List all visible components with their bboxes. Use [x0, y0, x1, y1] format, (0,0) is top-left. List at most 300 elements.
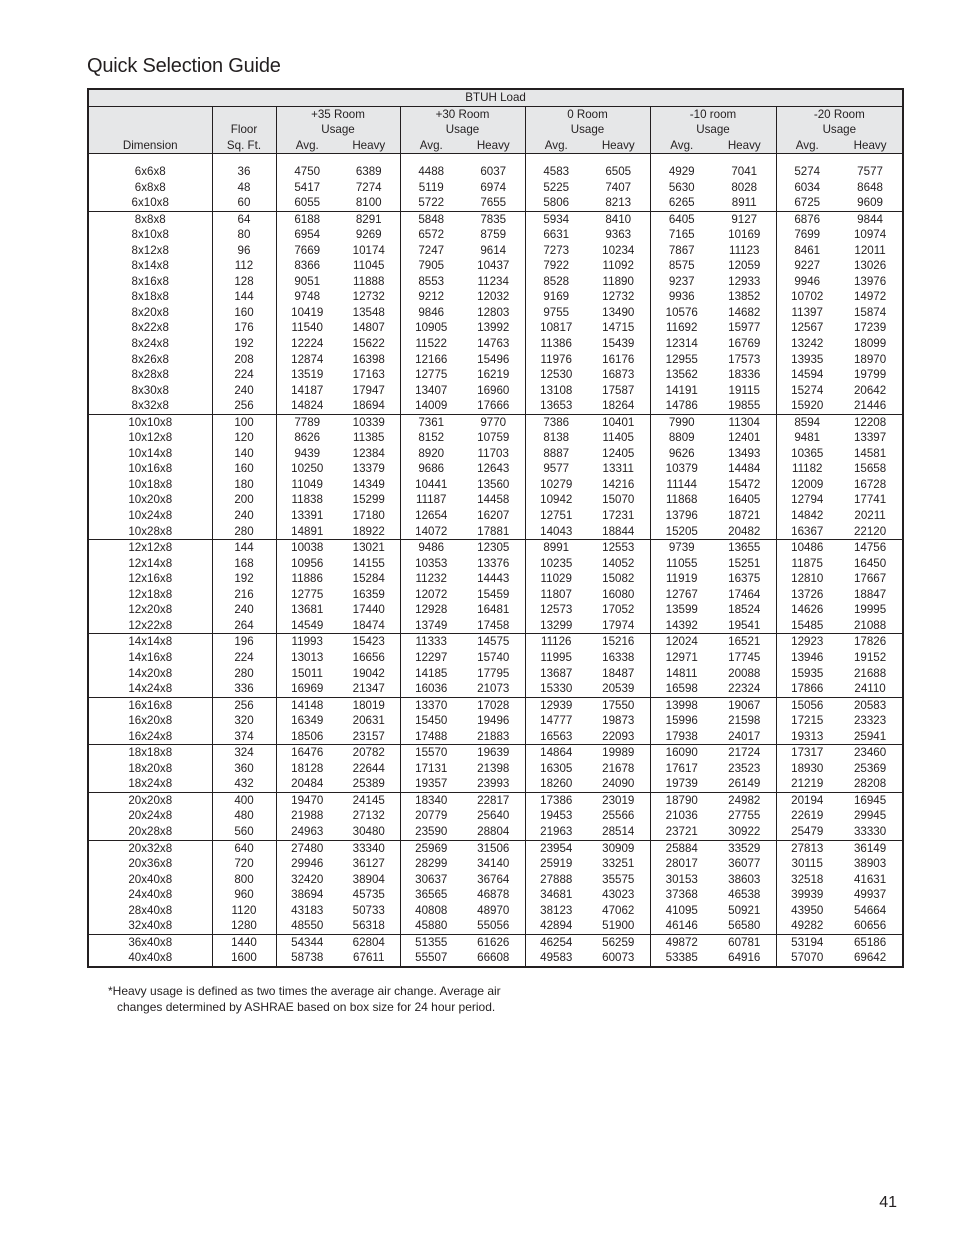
avg-load-cell: 5630	[650, 180, 713, 196]
heavy-load-cell: 19541	[728, 618, 761, 632]
avg-load-cell: 16305	[525, 761, 587, 777]
heavy-load-cell: 18847	[853, 587, 887, 601]
heavy-load-cell: 19042	[352, 666, 385, 680]
avg-load-cell: 53194	[776, 934, 838, 950]
avg-load-cell: 18340	[400, 792, 462, 808]
floor-sqft-cell: 240	[212, 602, 276, 618]
floor-sqft-cell: 96	[212, 243, 276, 259]
table-row	[88, 713, 903, 729]
avg-load-cell: 10419	[276, 305, 338, 321]
table-row	[88, 430, 903, 446]
table-row	[88, 761, 903, 777]
floor-sqft-cell: 240	[212, 383, 276, 399]
avg-load-cell: 14148	[276, 697, 338, 713]
heavy-load-cell: 16769	[728, 337, 761, 351]
avg-load-cell: 12024	[650, 634, 713, 650]
table-row	[88, 477, 903, 493]
avg-load-cell: 10817	[525, 320, 587, 336]
heavy-load-cell: 69642	[853, 951, 887, 965]
avg-load-cell: 5274	[776, 164, 838, 180]
dimension-cell: 12x12x8	[88, 540, 212, 556]
floor-sqft-cell: 140	[212, 446, 276, 462]
heavy-load-cell: 36764	[477, 872, 510, 886]
heavy-load-cell: 21347	[352, 682, 385, 696]
heavy-load-cell: 15070	[602, 493, 635, 507]
avg-load-cell: 15485	[776, 618, 838, 634]
heavy-load-cell: 15977	[728, 321, 761, 335]
dimension-cell: 8x22x8	[131, 321, 169, 335]
avg-load-cell: 17617	[650, 761, 713, 777]
avg-load-cell: 57070	[776, 950, 838, 967]
avg-load-cell: 15935	[776, 666, 838, 682]
table-row	[88, 398, 903, 414]
heavy-load-cell: 17947	[352, 383, 385, 397]
avg-load-cell: 12072	[400, 587, 462, 603]
heavy-load-cell: 21088	[853, 618, 887, 632]
avg-load-cell: 14824	[276, 398, 338, 414]
heavy-load-cell: 43023	[602, 888, 635, 902]
avg-load-cell: 8366	[276, 258, 338, 274]
heavy-load-cell: 14807	[352, 321, 385, 335]
heavy-load-cell: 24110	[854, 682, 886, 696]
heavy-load-cell: 14484	[728, 462, 761, 476]
avg-load-cell: 19357	[400, 776, 462, 792]
avg-load-cell: 13998	[650, 697, 713, 713]
avg-load-cell: 13108	[525, 383, 587, 399]
heavy-load-cell: 14756	[838, 540, 903, 556]
dimension-cell: 18x18x8	[88, 745, 212, 761]
avg-load-cell: 22619	[776, 808, 838, 824]
avg-load-cell: 27813	[776, 840, 838, 856]
room-group-header-2: 0 Room	[525, 106, 650, 122]
heavy-load-cell: 14682	[728, 305, 761, 319]
heavy-load-cell: 61626	[462, 934, 525, 950]
table-row	[88, 211, 903, 227]
dimension-cell: 10x10x8	[88, 414, 212, 430]
heavy-load-cell: 14715	[602, 321, 635, 335]
avg-load-cell: 29946	[276, 856, 338, 872]
table-row	[88, 650, 903, 666]
heavy-load-cell: 12933	[728, 274, 761, 288]
heavy-load-cell: 20088	[728, 666, 761, 680]
avg-load-cell: 6954	[276, 227, 338, 243]
heavy-load-cell: 30922	[728, 824, 761, 838]
heavy-load-cell: 17180	[352, 509, 385, 523]
heavy-load-cell: 14575	[462, 634, 525, 650]
avg-load-cell: 19739	[650, 776, 713, 792]
heavy-load-cell: 12208	[838, 414, 903, 430]
dimension-cell: 18x20x8	[128, 761, 173, 775]
heavy-load-cell: 17881	[477, 524, 510, 538]
heavy-load-cell: 23157	[352, 729, 385, 743]
avg-load-cell: 12767	[650, 587, 713, 603]
avg-load-cell: 49872	[650, 934, 713, 950]
avg-load-cell: 30115	[776, 856, 838, 872]
avg-load-cell: 13013	[276, 650, 338, 666]
heavy-load-cell: 28804	[477, 824, 510, 838]
heavy-load-cell: 17239	[853, 321, 887, 335]
avg-load-cell: 8553	[400, 274, 462, 290]
heavy-load-cell: 13560	[477, 477, 510, 491]
heavy-load-cell: 33529	[713, 840, 776, 856]
heavy-load-cell: 9770	[462, 414, 525, 430]
avg-load-cell: 12939	[525, 697, 587, 713]
dimension-cell: 16x24x8	[128, 729, 173, 743]
floor-sqft-cell: 100	[212, 414, 276, 430]
avg-load-cell: 14811	[650, 666, 713, 682]
table-row	[88, 776, 903, 792]
avg-load-cell: 11540	[276, 320, 338, 336]
heavy-load-cell: 7041	[731, 165, 758, 178]
table-row	[88, 540, 903, 556]
avg-load-cell: 7867	[650, 243, 713, 259]
avg-load-cell: 58738	[276, 950, 338, 967]
heavy-load-cell: 19067	[713, 697, 776, 713]
heavy-load-cell: 21398	[477, 761, 510, 775]
avg-load-cell: 13242	[776, 336, 838, 352]
avg-load-cell: 48550	[276, 918, 338, 934]
heavy-load-cell: 6974	[480, 180, 507, 194]
dimension-cell: 18x24x8	[128, 777, 173, 791]
floor-sqft-cell: 256	[212, 398, 276, 414]
dimension-cell: 20x24x8	[128, 809, 173, 823]
avg-load-cell: 24963	[276, 824, 338, 840]
avg-load-cell: 14009	[400, 398, 462, 414]
heavy-load-cell: 60656	[853, 919, 887, 933]
floor-sqft-cell: 256	[212, 697, 276, 713]
avg-load-cell: 13749	[400, 618, 462, 634]
heavy-load-cell: 13490	[602, 305, 635, 319]
heavy-header: Heavy	[713, 138, 776, 154]
heavy-load-cell: 13026	[853, 259, 887, 273]
table-row	[88, 414, 903, 430]
heavy-load-cell: 19873	[602, 714, 635, 728]
heavy-load-cell: 7655	[480, 196, 507, 210]
avg-load-cell: 7361	[400, 414, 462, 430]
table-row	[88, 258, 903, 274]
avg-load-cell: 39939	[776, 887, 838, 903]
heavy-load-cell: 21688	[853, 666, 887, 680]
floor-sqft-cell: 208	[212, 352, 276, 368]
avg-load-cell: 10576	[650, 305, 713, 321]
table-row	[88, 887, 903, 903]
heavy-load-cell: 17974	[602, 618, 635, 632]
heavy-load-cell: 16207	[477, 509, 510, 523]
avg-load-cell: 9439	[276, 446, 338, 462]
heavy-load-cell: 19855	[728, 399, 761, 413]
heavy-load-cell: 25566	[602, 809, 635, 823]
heavy-load-cell: 10437	[477, 259, 510, 273]
heavy-load-cell: 7274	[355, 180, 382, 194]
heavy-load-cell: 18264	[602, 399, 635, 413]
avg-load-cell: 45880	[400, 918, 462, 934]
heavy-load-cell: 9127	[713, 211, 776, 227]
dimension-cell: 20x40x8	[128, 872, 173, 886]
avg-load-cell: 14043	[525, 524, 587, 540]
heavy-load-cell: 23019	[587, 792, 650, 808]
heavy-load-cell: 18336	[728, 368, 761, 382]
floor-sqft-cell: 240	[212, 508, 276, 524]
avg-load-cell: 17386	[525, 792, 587, 808]
page-number: 41	[879, 1194, 897, 1211]
floor-sqft-cell: 144	[212, 289, 276, 305]
heavy-load-cell: 20642	[853, 383, 887, 397]
avg-load-cell: 15274	[776, 383, 838, 399]
heavy-load-cell: 17163	[352, 368, 385, 382]
room-group-usage-3: Usage	[650, 122, 776, 138]
heavy-load-cell: 6389	[355, 165, 382, 178]
avg-load-cell: 9936	[650, 289, 713, 305]
heavy-load-cell: 20211	[854, 509, 886, 523]
avg-load-cell: 46254	[525, 934, 587, 950]
dimension-cell: 8x12x8	[131, 243, 169, 257]
avg-load-cell: 12751	[525, 508, 587, 524]
table-row	[88, 180, 903, 196]
heavy-load-cell: 23523	[728, 761, 761, 775]
heavy-load-cell: 12384	[352, 446, 385, 460]
table-row	[88, 918, 903, 934]
dimension-cell: 14x16x8	[128, 650, 173, 664]
floor-sqft-cell: 400	[212, 792, 276, 808]
heavy-load-cell: 25640	[477, 809, 510, 823]
dimension-cell: 14x24x8	[128, 682, 173, 696]
avg-load-cell: 12654	[400, 508, 462, 524]
avg-load-cell: 30153	[650, 872, 713, 888]
avg-load-cell: 19453	[525, 808, 587, 824]
heavy-load-cell: 20539	[602, 682, 635, 696]
dimension-cell: 16x20x8	[128, 714, 173, 728]
avg-load-cell: 13391	[276, 508, 338, 524]
avg-load-cell: 55507	[400, 950, 462, 967]
avg-load-cell: 49583	[525, 950, 587, 967]
avg-load-cell: 11397	[776, 305, 838, 321]
avg-load-cell: 4488	[400, 164, 462, 180]
heavy-load-cell: 18099	[853, 337, 887, 351]
avg-load-cell: 41095	[650, 903, 713, 919]
avg-load-cell: 13681	[276, 602, 338, 618]
heavy-load-cell: 17587	[602, 383, 635, 397]
avg-header: Avg.	[776, 138, 838, 154]
table-row	[88, 320, 903, 336]
table-row	[88, 524, 903, 540]
avg-load-cell: 16349	[276, 713, 338, 729]
avg-load-cell: 11182	[776, 461, 838, 477]
dimension-cell: 6x10x8	[131, 196, 169, 210]
heavy-load-cell: 14763	[477, 337, 510, 351]
avg-load-cell: 15920	[776, 398, 838, 414]
avg-load-cell: 8920	[400, 446, 462, 462]
footnote-line-1: *Heavy usage is defined as two times the average air change. Average air	[108, 984, 501, 998]
avg-load-cell: 46146	[650, 918, 713, 934]
heavy-load-cell: 33251	[602, 857, 635, 871]
dimension-header-spacer	[88, 106, 212, 122]
heavy-load-cell: 15622	[352, 337, 385, 351]
avg-load-cell: 16598	[650, 681, 713, 697]
table-row	[88, 274, 903, 290]
heavy-load-cell: 22644	[352, 761, 385, 775]
heavy-load-cell: 10974	[853, 228, 887, 242]
avg-load-cell: 15205	[650, 524, 713, 540]
avg-load-cell: 37368	[650, 887, 713, 903]
avg-load-cell: 10365	[776, 446, 838, 462]
avg-load-cell: 6572	[400, 227, 462, 243]
floor-sqft-cell: 120	[212, 430, 276, 446]
dimension-cell: 8x26x8	[131, 352, 169, 366]
avg-load-cell: 14594	[776, 367, 838, 383]
dimension-cell: 6x8x8	[134, 180, 166, 194]
heavy-load-cell: 27132	[352, 809, 385, 823]
avg-load-cell: 10279	[525, 477, 587, 493]
avg-load-cell: 13370	[400, 697, 462, 713]
avg-load-cell: 25969	[400, 840, 462, 856]
avg-load-cell: 14191	[650, 383, 713, 399]
avg-load-cell: 12955	[650, 352, 713, 368]
heavy-load-cell: 31506	[462, 840, 525, 856]
heavy-load-cell: 17826	[838, 634, 903, 650]
avg-load-cell: 6265	[650, 195, 713, 211]
dimension-cell: 8x20x8	[131, 305, 169, 319]
heavy-load-cell: 19115	[728, 383, 760, 397]
avg-load-cell: 13562	[650, 367, 713, 383]
table-row	[88, 729, 903, 745]
heavy-load-cell: 18694	[352, 399, 385, 413]
heavy-load-cell: 24017	[728, 729, 761, 743]
avg-load-cell: 5417	[276, 180, 338, 196]
room-group-usage-2: Usage	[525, 122, 650, 138]
avg-load-cell: 11522	[400, 336, 462, 352]
btuh-load-table	[87, 88, 904, 968]
floor-sqft-cell: 196	[212, 634, 276, 650]
dimension-cell: 8x30x8	[131, 383, 169, 397]
heavy-load-cell: 17666	[477, 399, 510, 413]
avg-load-cell: 36565	[400, 887, 462, 903]
avg-load-cell: 21219	[776, 776, 838, 792]
heavy-load-cell: 51900	[602, 919, 635, 933]
floor-sqft-cell: 960	[212, 887, 276, 903]
heavy-load-cell: 46538	[728, 888, 761, 902]
heavy-load-cell: 11123	[728, 243, 760, 257]
table-row	[88, 195, 903, 211]
heavy-load-cell: 38603	[728, 872, 761, 886]
avg-load-cell: 12314	[650, 336, 713, 352]
avg-load-cell: 10250	[276, 461, 338, 477]
avg-load-cell: 17131	[400, 761, 462, 777]
avg-load-cell: 21988	[276, 808, 338, 824]
heavy-load-cell: 17028	[462, 697, 525, 713]
avg-load-cell: 5848	[400, 211, 462, 227]
table-row	[88, 872, 903, 888]
avg-load-cell: 12874	[276, 352, 338, 368]
table-row	[88, 289, 903, 305]
avg-load-cell: 15011	[276, 666, 338, 682]
avg-load-cell: 12297	[400, 650, 462, 666]
dimension-cell: 20x28x8	[128, 824, 173, 838]
room-group-usage-4: Usage	[776, 122, 903, 138]
avg-load-cell: 4583	[525, 164, 587, 180]
avg-load-cell: 11868	[650, 492, 713, 508]
avg-load-cell: 32420	[276, 872, 338, 888]
heavy-load-cell: 11092	[602, 259, 634, 273]
floor-sqft-cell: 224	[212, 650, 276, 666]
avg-header: Avg.	[276, 138, 338, 154]
heavy-load-cell: 11703	[477, 446, 509, 460]
table-row	[88, 840, 903, 856]
room-group-usage-0: Usage	[276, 122, 400, 138]
heavy-load-cell: 16375	[728, 572, 761, 586]
floor-sqft-cell: 64	[212, 211, 276, 227]
avg-load-cell: 12971	[650, 650, 713, 666]
avg-load-cell: 27480	[276, 840, 338, 856]
heavy-header: Heavy	[838, 138, 903, 154]
floor-sqft-cell: 112	[212, 258, 276, 274]
heavy-load-cell: 13976	[853, 274, 887, 288]
avg-load-cell: 11838	[276, 492, 338, 508]
floor-sqft-cell: 36	[212, 164, 276, 180]
table-row	[88, 492, 903, 508]
avg-load-cell: 51355	[400, 934, 462, 950]
avg-load-cell: 8991	[525, 540, 587, 556]
avg-load-cell: 12166	[400, 352, 462, 368]
heavy-load-cell: 13493	[728, 446, 761, 460]
heavy-load-cell: 14155	[352, 556, 385, 570]
avg-load-cell: 11232	[400, 571, 462, 587]
heavy-load-cell: 20482	[728, 524, 761, 538]
dimension-cell: 8x8x8	[88, 211, 212, 227]
dimension-cell: 14x14x8	[88, 634, 212, 650]
table-row	[88, 618, 903, 634]
avg-load-cell: 18128	[276, 761, 338, 777]
heavy-load-cell: 41631	[853, 872, 887, 886]
avg-load-cell: 12810	[776, 571, 838, 587]
avg-load-cell: 20484	[276, 776, 338, 792]
avg-load-cell: 11049	[276, 477, 338, 493]
avg-load-cell: 9486	[400, 540, 462, 556]
heavy-load-cell: 8648	[857, 180, 883, 194]
heavy-load-cell: 17231	[602, 509, 635, 523]
avg-load-cell: 11144	[650, 477, 713, 493]
heavy-load-cell: 17573	[728, 352, 761, 366]
heavy-usage-footnote	[108, 983, 628, 1015]
heavy-load-cell: 9844	[838, 211, 903, 227]
avg-load-cell: 8809	[650, 430, 713, 446]
avg-load-cell: 5119	[400, 180, 462, 196]
heavy-load-cell: 26149	[728, 777, 761, 791]
avg-load-cell: 9051	[276, 274, 338, 290]
avg-load-cell: 10353	[400, 556, 462, 572]
floor-sqft-cell: 336	[212, 681, 276, 697]
avg-load-cell: 11995	[525, 650, 587, 666]
room-group-header-3: -10 room	[650, 106, 776, 122]
heavy-load-cell: 21724	[713, 745, 776, 761]
floor-sqft-cell: 160	[212, 461, 276, 477]
floor-sqft-cell: 1600	[212, 950, 276, 967]
avg-load-cell: 13407	[400, 383, 462, 399]
avg-load-cell: 13946	[776, 650, 838, 666]
avg-load-cell: 12567	[776, 320, 838, 336]
heavy-load-cell: 20583	[838, 697, 903, 713]
heavy-load-cell: 65186	[838, 934, 903, 950]
avg-load-cell: 9577	[525, 461, 587, 477]
avg-load-cell: 13726	[776, 587, 838, 603]
heavy-load-cell: 15082	[602, 572, 635, 586]
heavy-load-cell: 14216	[602, 477, 635, 491]
floor-sqft-cell: 432	[212, 776, 276, 792]
avg-load-cell: 54344	[276, 934, 338, 950]
avg-load-cell: 43183	[276, 903, 338, 919]
avg-load-cell: 7990	[650, 414, 713, 430]
avg-load-cell: 17938	[650, 729, 713, 745]
floor-sqft-cell: 280	[212, 524, 276, 540]
